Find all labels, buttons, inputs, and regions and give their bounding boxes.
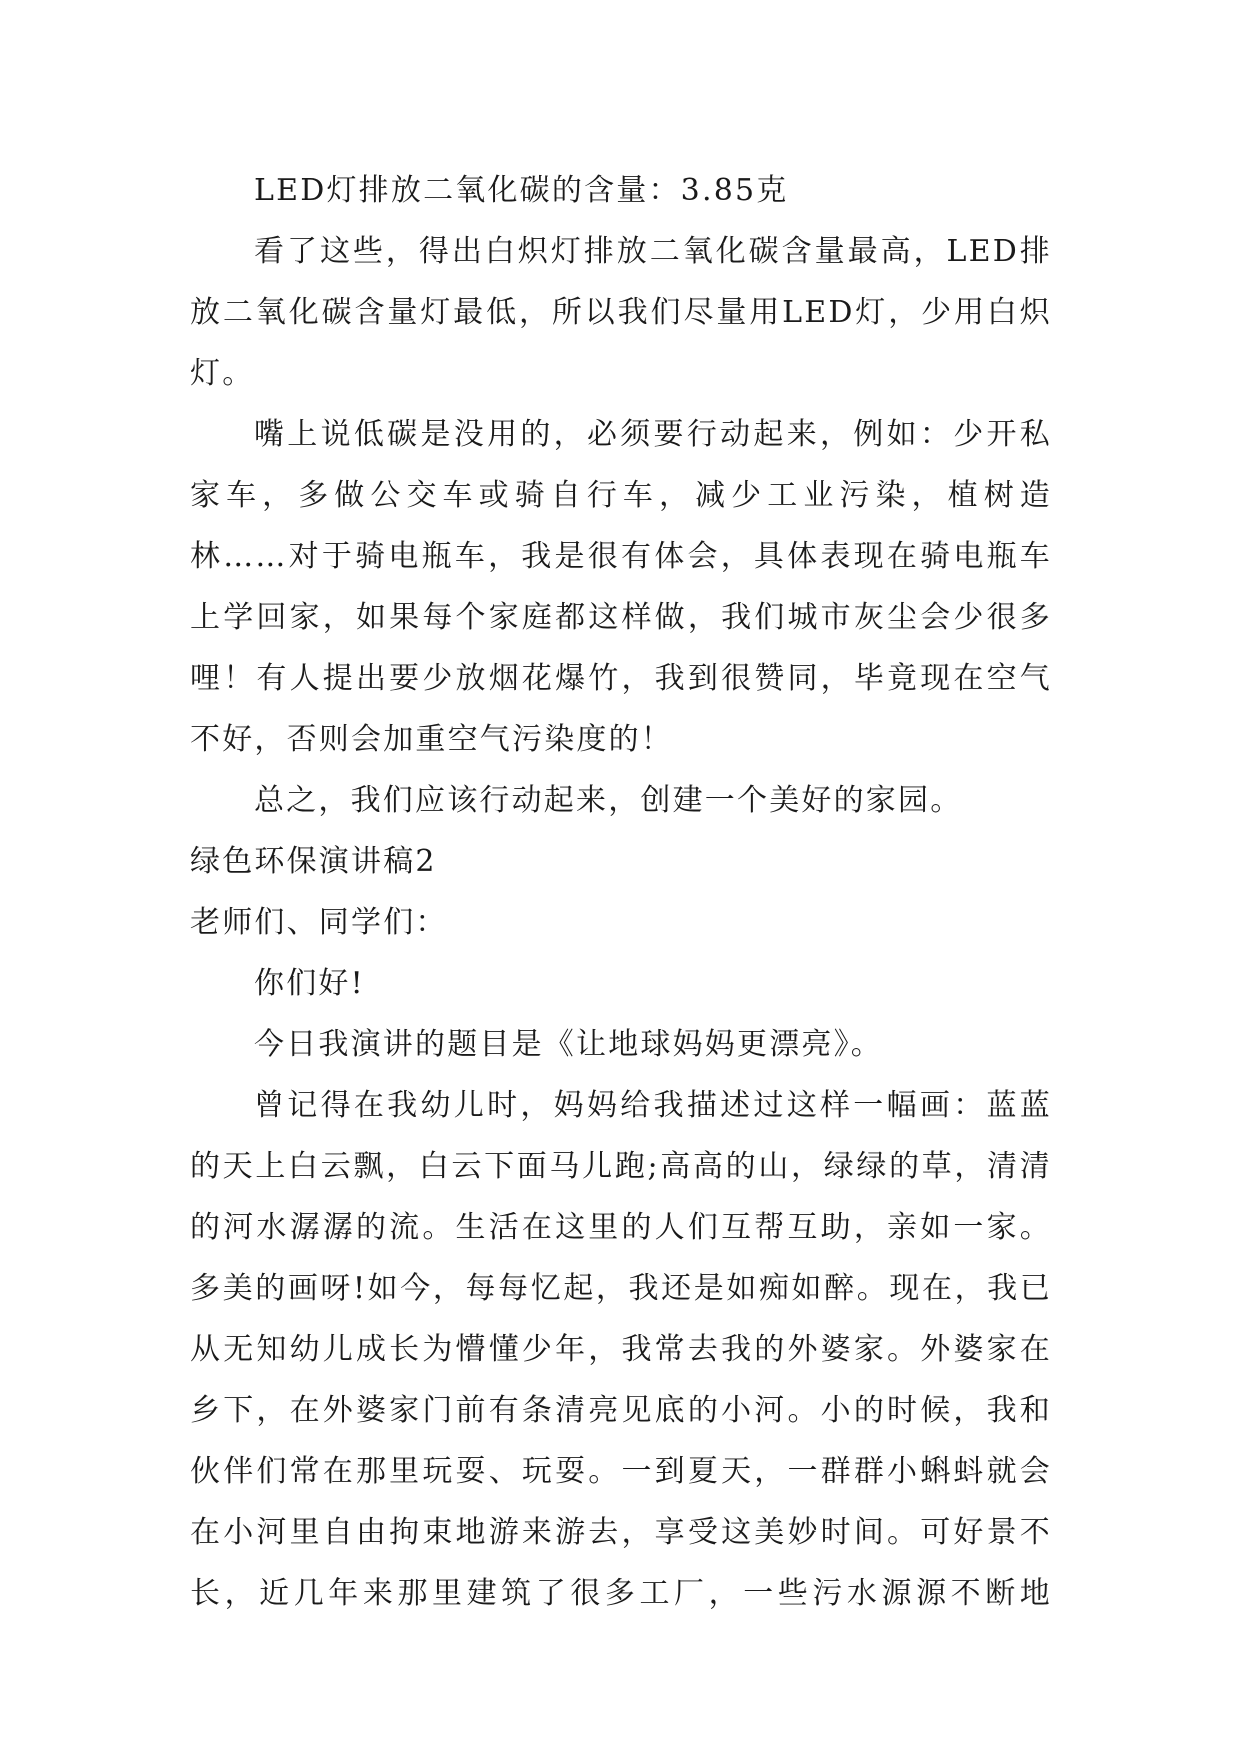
paragraph-led-co2: LED灯排放二氧化碳的含量：3.85克: [254, 173, 789, 208]
greeting: 你们好!: [254, 966, 365, 1001]
paragraph-summary: 总之，我们应该行动起来，创建一个美好的家园。: [254, 783, 963, 818]
section-title: 绿色环保演讲稿2: [190, 844, 437, 879]
paragraph-speech-topic: 今日我演讲的题目是《让地球妈妈更漂亮》。: [254, 1027, 883, 1062]
document-body: [190, 160, 1052, 1624]
paragraph-low-carbon-action: 嘴上说低碳是没用的，必须要行动起来，例如：少开私家车，多做公交车或骑自行车，减少工业污染，植树造林……对于骑电瓶车，我是很有体会，具体表现在骑电瓶车上学回家，如果每个家庭都这样做，我们城市灰尘会少很多哩！有人提出要少放烟花爆竹，我到很赞同，毕竟现在空气不好，否则会加重空气污染度的！: [190, 417, 1052, 757]
paragraph-childhood-memory: 曾记得在我幼儿时，妈妈给我描述过这样一幅画：蓝蓝的天上白云飘，白云下面马儿跑;高高的山，绿绿的草，清清的河水潺潺的流。生活在这里的人们互帮互助，亲如一家。多美的画呀!如今，每每忆起，我还是如痴如醉。现在，我已从无知幼儿成长为懵懂少年，我常去我的外婆家。外婆家在乡下，在外婆家门前有条清亮见底的小河。小的时候，我和伙伴们常在那里玩耍、玩耍。一到夏天，一群群小蝌蚪就会在小河里自由拘束地游来游去，享受这美妙时间。可好景不长，近几年来那里建筑了很多工厂，一些污水源源不断地: [190, 1088, 1052, 1611]
salutation: 老师们、同学们：: [190, 905, 448, 940]
paragraph-conclusion-led: 看了这些，得出白炽灯排放二氧化碳含量最高，LED排放二氧化碳含量灯最低，所以我们尽量用LED灯，少用白炽灯。: [190, 234, 1052, 391]
